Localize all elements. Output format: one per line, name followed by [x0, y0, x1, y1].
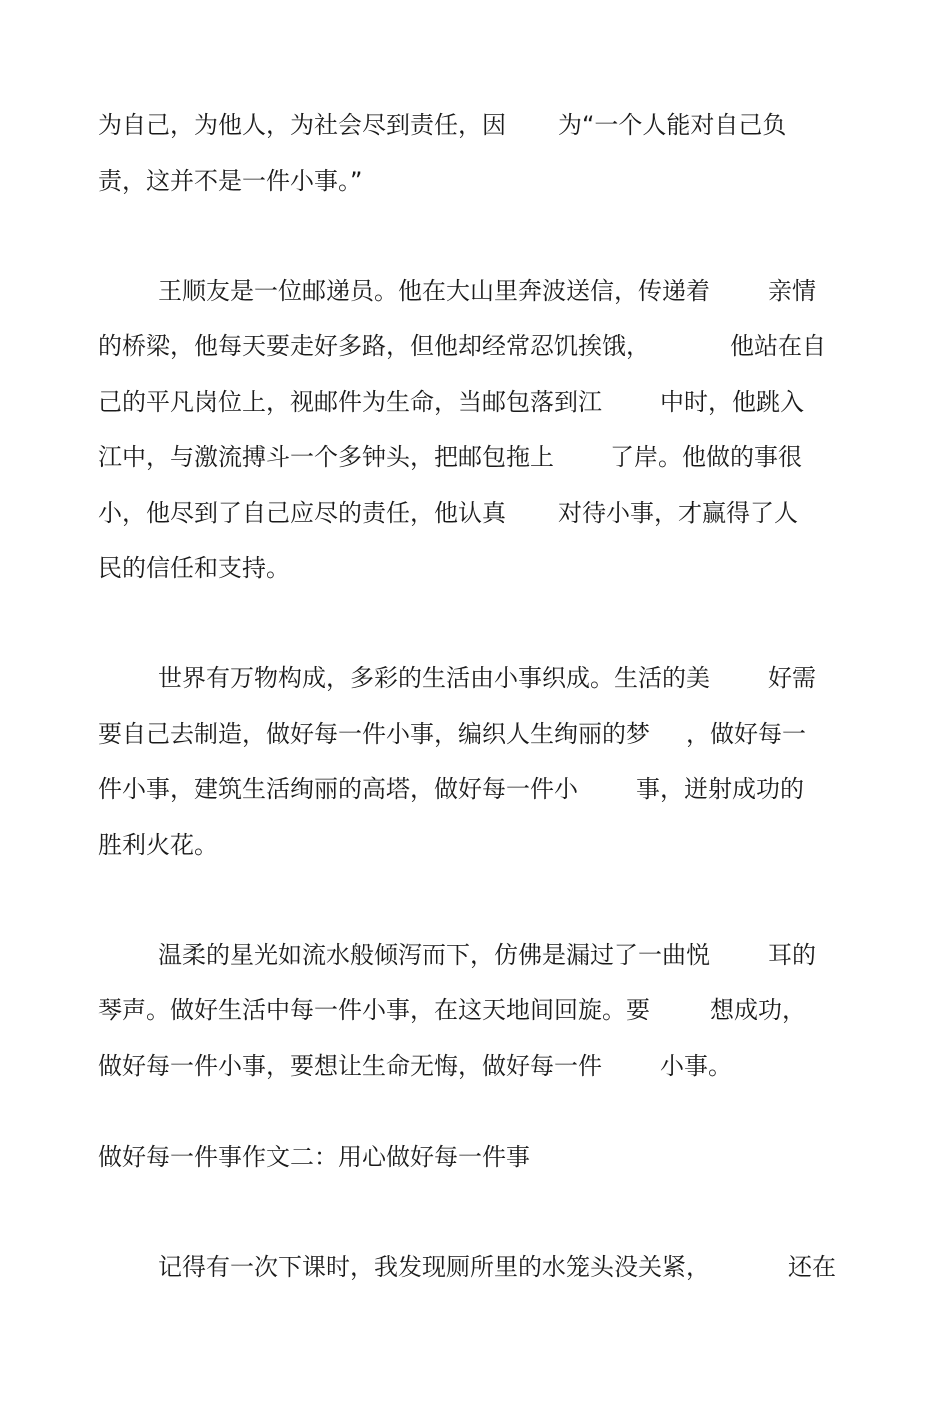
- text-segment: 琴声。做好生活中每一件小事，在这天地间回旋。要: [98, 996, 650, 1024]
- text-line: [98, 774, 804, 804]
- text-segment: 小事。: [660, 1052, 732, 1080]
- text-segment: 亲情: [768, 277, 816, 305]
- section-heading: [98, 1142, 530, 1172]
- text-segment: 王顺友是一位邮递员。他在大山里奔波送信，传递着: [158, 277, 710, 305]
- text-segment: 耳的: [768, 941, 816, 969]
- text-segment: 了岸。他做的事很: [610, 443, 802, 471]
- text-segment: 的桥梁，他每天要走好多路，但他却经常忍饥挨饿，: [98, 332, 650, 360]
- text-segment: 对待小事，才赢得了人: [558, 499, 798, 527]
- text-segment: 记得有一次下课时，我发现厕所里的水笼头没关紧，: [158, 1253, 710, 1281]
- text-line: [158, 940, 816, 970]
- text-segment: 做好每一件小事，要想让生命无悔，做好每一件: [98, 1052, 602, 1080]
- text-line: [158, 276, 816, 306]
- text-line: [158, 1252, 836, 1282]
- text-segment: 己的平凡岗位上，视邮件为生命，当邮包落到江: [98, 388, 602, 416]
- text-segment: 中时，他跳入: [660, 388, 804, 416]
- text-segment: 温柔的星光如流水般倾泻而下，仿佛是漏过了一曲悦: [158, 941, 710, 969]
- text-line: [98, 110, 786, 140]
- text-line: [98, 498, 798, 528]
- text-segment: ，做好每一: [686, 720, 806, 748]
- text-segment: 为自己，为他人，为社会尽到责任，因: [98, 111, 506, 139]
- text-segment: 想成功，: [710, 996, 806, 1024]
- text-segment: 他站在自: [730, 332, 826, 360]
- text-segment: 事，迸射成功的: [636, 775, 804, 803]
- text-line: [98, 442, 802, 472]
- text-line: [98, 331, 826, 361]
- text-line: [98, 719, 806, 749]
- text-segment: 江中，与激流搏斗一个多钟头，把邮包拖上: [98, 443, 554, 471]
- text-segment: 责，这并不是一件小事。”: [98, 167, 363, 195]
- text-line: [98, 1051, 732, 1081]
- text-line: [98, 995, 806, 1025]
- text-line: [98, 830, 218, 860]
- text-line: [98, 166, 362, 196]
- text-line: [98, 387, 804, 417]
- text-line: [158, 663, 816, 693]
- text-segment: 世界有万物构成，多彩的生活由小事织成。生活的美: [158, 664, 710, 692]
- text-line: [98, 553, 290, 583]
- text-segment: 件小事，建筑生活绚丽的高塔，做好每一件小: [98, 775, 578, 803]
- text-segment: 小，他尽到了自己应尽的责任，他认真: [98, 499, 506, 527]
- text-segment: 胜利火花。: [98, 831, 218, 859]
- text-segment: 做好每一件事作文二：用心做好每一件事: [98, 1143, 530, 1171]
- text-segment: 为“一个人能对自己负: [558, 111, 787, 139]
- text-segment: 好需: [768, 664, 816, 692]
- text-segment: 民的信任和支持。: [98, 554, 290, 582]
- text-segment: 要自己去制造，做好每一件小事，编织人生绚丽的梦: [98, 720, 650, 748]
- text-segment: 还在: [788, 1253, 836, 1281]
